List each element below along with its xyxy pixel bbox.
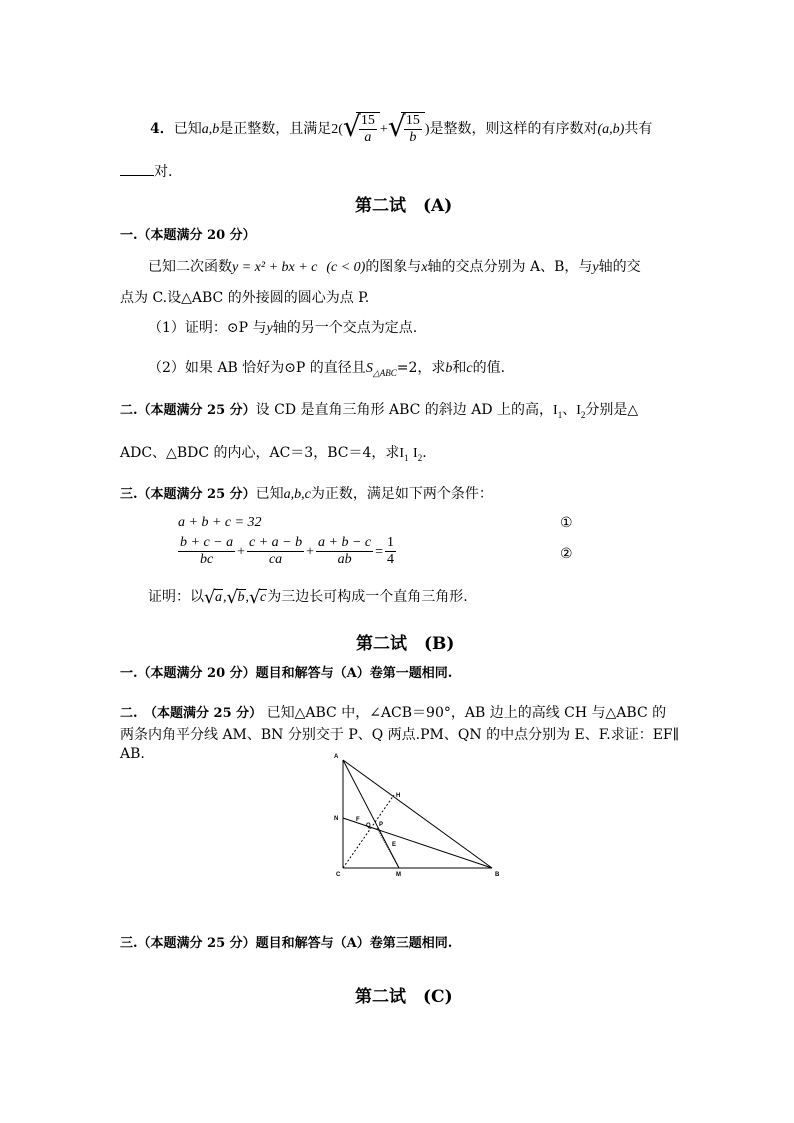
a3-line-1: 三.（本题满分 25 分）已知a,b,c为正数，满足如下两个条件： bbox=[120, 486, 493, 502]
equation-2: $\frac{b + c - a}{bc}$ + $\frac{c + a - b}{ca}$ + $\frac{a + b - c}{ab}$ = $\frac{1}{4}$ bbox=[180, 535, 395, 567]
sqrt-15-over-a: √ $\frac{15}{a}$ bbox=[343, 112, 380, 146]
segment-pm bbox=[377, 828, 399, 868]
segment-am bbox=[343, 760, 399, 868]
a1-part-1: （1）证明：⊙P 与y轴的另一个交点为定点. bbox=[148, 320, 418, 336]
answer-blank bbox=[120, 165, 154, 176]
geometry-figure bbox=[325, 748, 510, 880]
b2-line-1: 二. （本题满分 25 分） 已知△ABC 中，∠ACB＝90°，AB 边上的高线 CH 与△ABC 的 bbox=[120, 705, 667, 721]
a1-part-2: （2）如果 AB 恰好为⊙P 的直径且$S_{\triangle ABC}=2$，求b和c的值. bbox=[148, 360, 506, 378]
label-p: P bbox=[379, 822, 384, 828]
a3-proof-line: 证明：以 √ a, √ b, √ c为三边长可构成一个直角三角形. bbox=[148, 586, 468, 608]
equation-2-number: ② bbox=[560, 547, 573, 562]
section-c-title: 第二试 (C) bbox=[355, 987, 453, 1007]
b2-line-3: AB. bbox=[120, 746, 145, 762]
equation-1: a + b + c = 32 bbox=[178, 515, 262, 530]
label-e: E bbox=[392, 842, 397, 848]
b3-line: 三.（本题满分 25 分）题目和解答与（A）卷第三题相同. bbox=[120, 936, 453, 951]
label-f: F bbox=[356, 817, 360, 823]
segment-ch bbox=[343, 795, 397, 868]
problem-4-line-1: 4．已知a,b是正整数，且满足2( √ $\frac{15}{a}$ + √ $\frac{15}{b}$ )是整数，则这样的有序数对(a,b)共有 bbox=[150, 110, 653, 145]
b2-line-2: 两条内角平分线 AM、BN 分别交于 P、Q 两点.PM、QN 的中点分别为 E、F.求证：EF∥ bbox=[120, 727, 680, 743]
label-m: M bbox=[396, 872, 401, 878]
label-h: H bbox=[396, 793, 401, 799]
a2-line-2: ADC、△BDC 的内心，AC＝3，BC＝4，求$I_1$ $I_2$. bbox=[120, 445, 427, 463]
label-c: C bbox=[336, 872, 341, 878]
problem-4-line-2: 对. bbox=[120, 161, 172, 181]
section-a-title: 第二试 (A) bbox=[355, 196, 453, 216]
a2-line-1: 二.（本题满分 25 分）设 CD 是直角三角形 ABC 的斜边 AD 上的高，$I_1$、$I_2$分别是△ bbox=[120, 402, 639, 420]
section-b-title: 第二试 (B) bbox=[356, 634, 455, 654]
segment-ab bbox=[343, 760, 492, 868]
label-n: N bbox=[334, 816, 339, 822]
label-a: A bbox=[334, 754, 339, 760]
sqrt-15-over-b: √ $\frac{15}{b}$ bbox=[388, 112, 425, 146]
label-q: Q bbox=[366, 823, 371, 829]
b1-line: 一.（本题满分 20 分）题目和解答与（A）卷第一题相同. bbox=[120, 666, 453, 681]
a1-heading: 一.（本题满分 20 分） bbox=[120, 228, 256, 243]
label-b: B bbox=[495, 872, 500, 878]
a1-line-1: 已知二次函数y = x² + bx + c (c < 0)的图象与x轴的交点分别为 A、B，与y轴的交 bbox=[148, 259, 641, 275]
a1-line-2: 点为 C.设△ABC 的外接圆的圆心为点 P. bbox=[120, 290, 370, 306]
equation-1-number: ① bbox=[560, 516, 573, 531]
